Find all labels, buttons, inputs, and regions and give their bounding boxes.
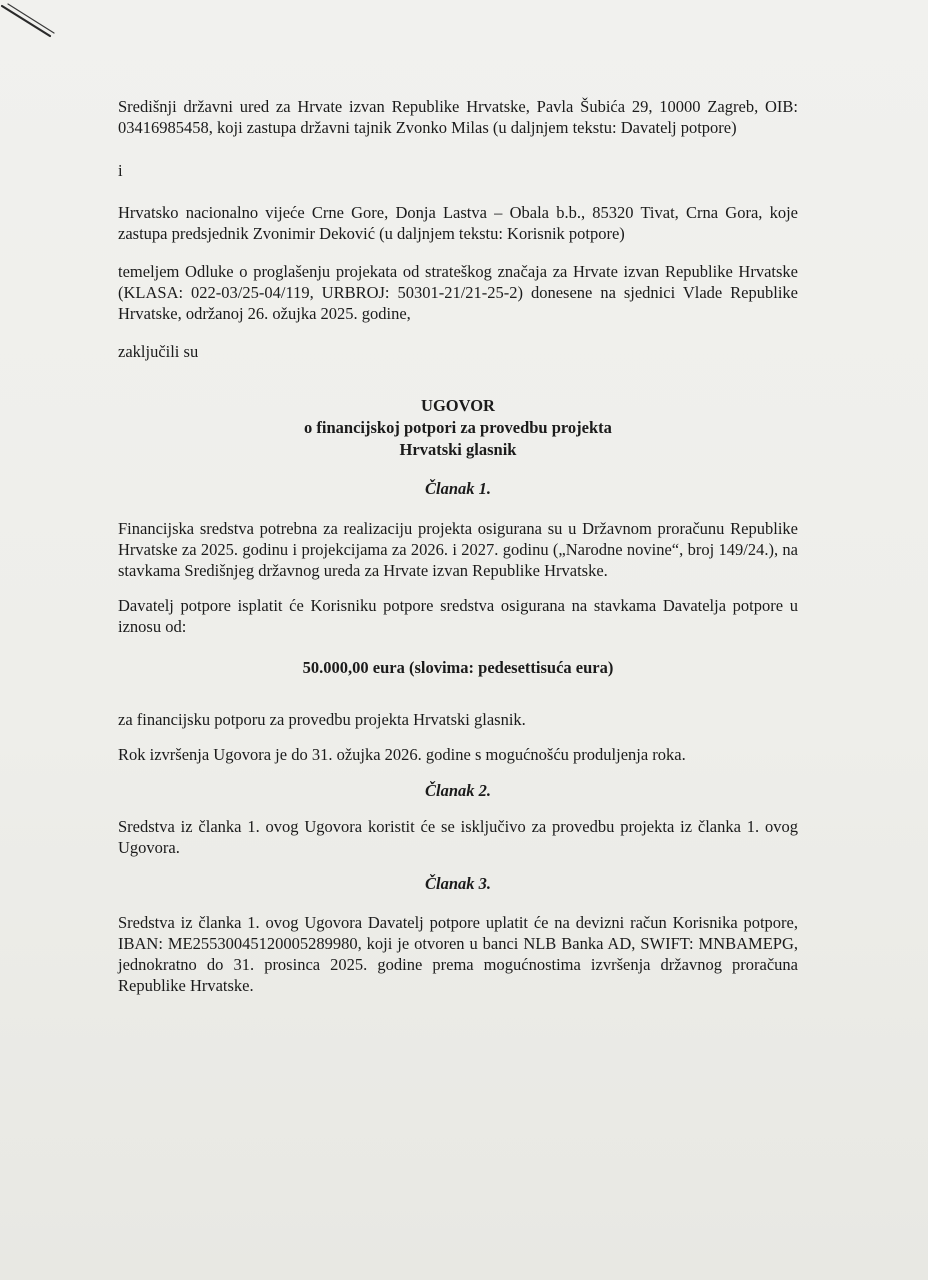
legal-basis: temeljem Odluke o proglašenju projekata od strateškog značaja za Hrvate izvan Republike Hrvatske (KLASA: 022-03/25-04/119, URBROJ: 50301-21/21-25-2) donesene na sjednici Vlade Republike Hrvatske, održanoj 26. ožujka 2025. godine,	[118, 262, 798, 323]
article-2-paragraph-1: Sredstva iz članka 1. ovog Ugovora koristit će se isključivo za provedbu projekta iz članka 1. ovog Ugovora.	[118, 817, 798, 857]
document-body	[118, 96, 798, 996]
article-1-paragraph-3: za financijsku potporu za provedbu projekta Hrvatski glasnik.	[118, 710, 526, 729]
contract-title	[118, 395, 798, 461]
article-3-heading: Članak 3.	[424, 874, 492, 893]
grant-amount: 50.000,00 eura (slovima: pedesettisuća eura)	[302, 658, 614, 677]
donor-party: Središnji državni ured za Hrvate izvan Republike Hrvatske, Pavla Šubića 29, 10000 Zagreb, OIB: 03416985458, koji zastupa državni tajnik Zvonko Milas (u daljnjem tekstu: Davatelj potpore)	[118, 97, 798, 137]
title-line-1: UGOVOR	[421, 396, 495, 415]
pen-mark	[0, 0, 70, 50]
article-1-heading: Članak 1.	[424, 479, 492, 498]
title-line-2: o financijskoj potpori za provedbu projekta	[304, 418, 612, 437]
party-conjunction: i	[118, 161, 123, 180]
article-3-paragraph-1: Sredstva iz članka 1. ovog Ugovora Davatelj potpore uplatit će na devizni račun Korisnika potpore, IBAN: ME25530045120005289980, koji je otvoren u banci NLB Banka AD, SWIFT: MNBAMEPG, jednokratno do 31. prosinca 2025. godine prema mogućnostima izvršenja državnog proračuna Republike Hrvatske.	[118, 913, 798, 995]
article-1-paragraph-4: Rok izvršenja Ugovora je do 31. ožujka 2026. godine s mogućnošću produljenja roka.	[118, 745, 686, 764]
article-2-heading: Članak 2.	[424, 781, 492, 800]
title-line-3: Hrvatski glasnik	[399, 440, 517, 459]
article-1-paragraph-2: Davatelj potpore isplatit će Korisniku potpore sredstva osigurana na stavkama Davatelja potpore u iznosu od:	[118, 596, 798, 636]
concluded-statement: zaključili su	[118, 342, 199, 361]
article-1-paragraph-1: Financijska sredstva potrebna za realizaciju projekta osigurana su u Državnom proračunu Republike Hrvatske za 2025. godinu i projekcijama za 2026. i 2027. godinu („Narodne novine“, broj 149/24.), na stavkama Središnjeg državnog ureda za Hrvate izvan Republike Hrvatske.	[118, 519, 798, 580]
recipient-party: Hrvatsko nacionalno vijeće Crne Gore, Donja Lastva – Obala b.b., 85320 Tivat, Crna Gora, koje zastupa predsjednik Zvonimir Deković (u daljnjem tekstu: Korisnik potpore)	[118, 203, 798, 243]
